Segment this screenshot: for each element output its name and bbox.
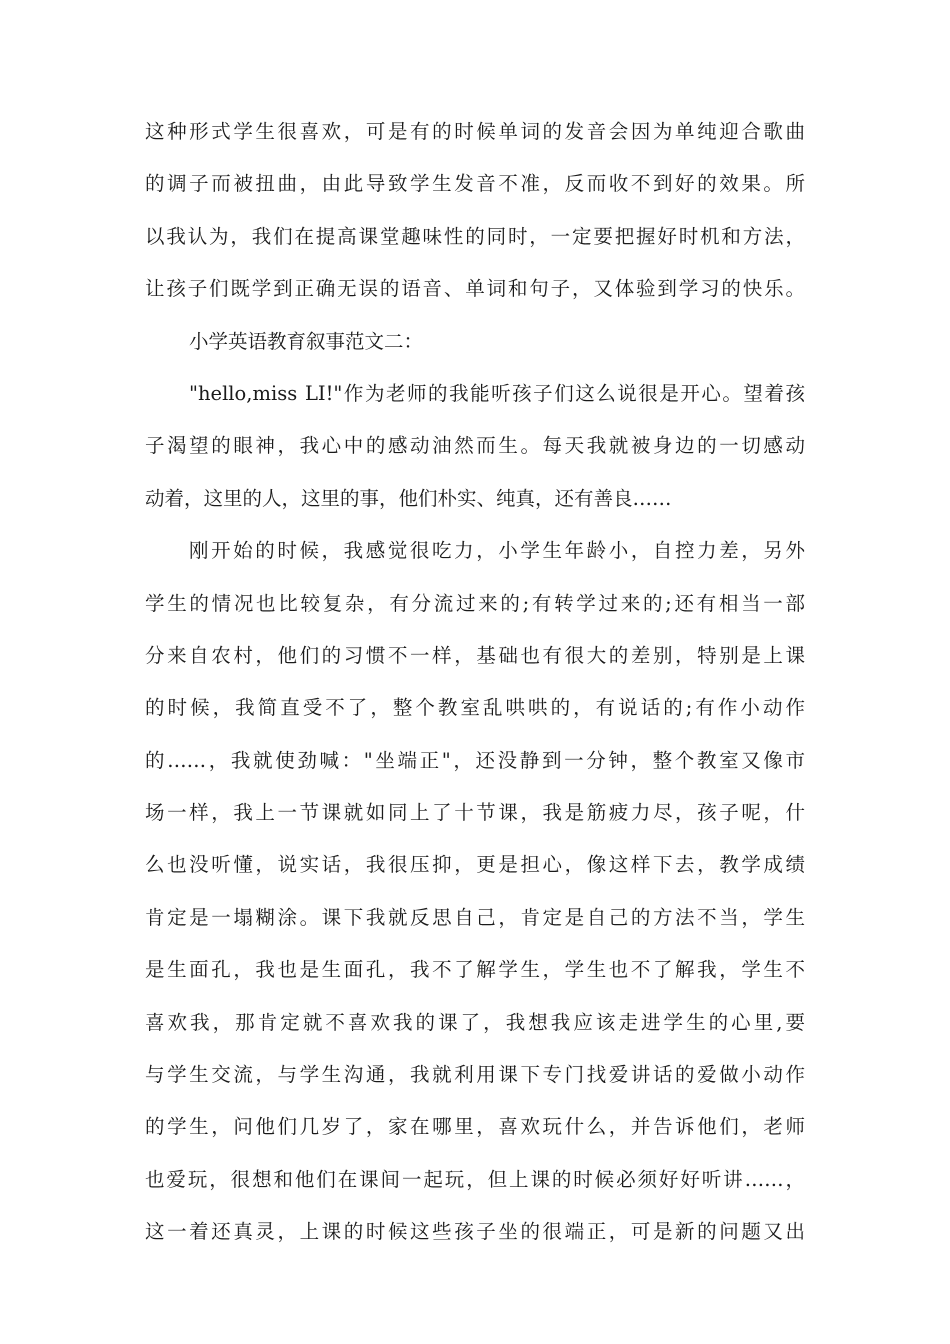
text-line: "hello,miss LI!"作为老师的我能听孩子们这么说很是开心。望着孩 xyxy=(189,381,805,405)
text-line: 子渴望的眼神，我心中的感动油然而生。每天我就被身边的一切感动 xyxy=(145,434,805,458)
text-line: 的学生，问他们几岁了，家在哪里，喜欢玩什么，并告诉他们，老师 xyxy=(145,1115,805,1139)
section-heading: 小学英语教育叙事范文二： xyxy=(189,329,424,353)
text-line: 的调子而被扭曲，由此导致学生发音不准，反而收不到好的效果。所 xyxy=(145,172,805,196)
text-line: 肯定是一塌糊涂。课下我就反思自己，肯定是自己的方法不当，学生 xyxy=(145,905,805,929)
text-line: 的……，我就使劲喊："坐端正"，还没静到一分钟，整个教室又像市 xyxy=(145,748,805,772)
text-line: 场一样，我上一节课就如同上了十节课，我是筋疲力尽，孩子呢，什 xyxy=(145,801,805,825)
text-line: 学生的情况也比较复杂，有分流过来的;有转学过来的;还有相当一部 xyxy=(145,591,805,615)
text-line: 分来自农村，他们的习惯不一样，基础也有很大的差别，特别是上课 xyxy=(145,643,805,667)
text-line: 这一着还真灵，上课的时候这些孩子坐的很端正，可是新的问题又出 xyxy=(145,1220,805,1244)
text-line: 让孩子们既学到正确无误的语音、单词和句子，又体验到学习的快乐。 xyxy=(145,277,805,301)
text-line: 么也没听懂，说实话，我很压抑，更是担心，像这样下去，教学成绩 xyxy=(145,853,805,877)
body-text xyxy=(145,106,805,1259)
text-line: 是生面孔，我也是生面孔，我不了解学生，学生也不了解我，学生不 xyxy=(145,958,805,982)
text-line: 以我认为，我们在提高课堂趣味性的同时，一定要把握好时机和方法， xyxy=(145,224,805,248)
text-line: 的时候，我简直受不了，整个教室乱哄哄的，有说话的;有作小动作 xyxy=(145,696,805,720)
text-line: 动着，这里的人，这里的事，他们朴实、纯真，还有善良…… xyxy=(145,486,672,510)
text-line: 也爱玩，很想和他们在课间一起玩，但上课的时候必须好好听讲……， xyxy=(145,1167,805,1191)
text-line: 这种形式学生很喜欢，可是有的时候单词的发音会因为单纯迎合歌曲 xyxy=(145,120,805,143)
text-line: 喜欢我，那肯定就不喜欢我的课了，我想我应该走进学生的心里,要 xyxy=(145,1010,805,1034)
text-line: 与学生交流，与学生沟通，我就利用课下专门找爱讲话的爱做小动作 xyxy=(145,1063,805,1087)
text-line: 刚开始的时候，我感觉很吃力，小学生年龄小，自控力差，另外 xyxy=(189,539,805,563)
